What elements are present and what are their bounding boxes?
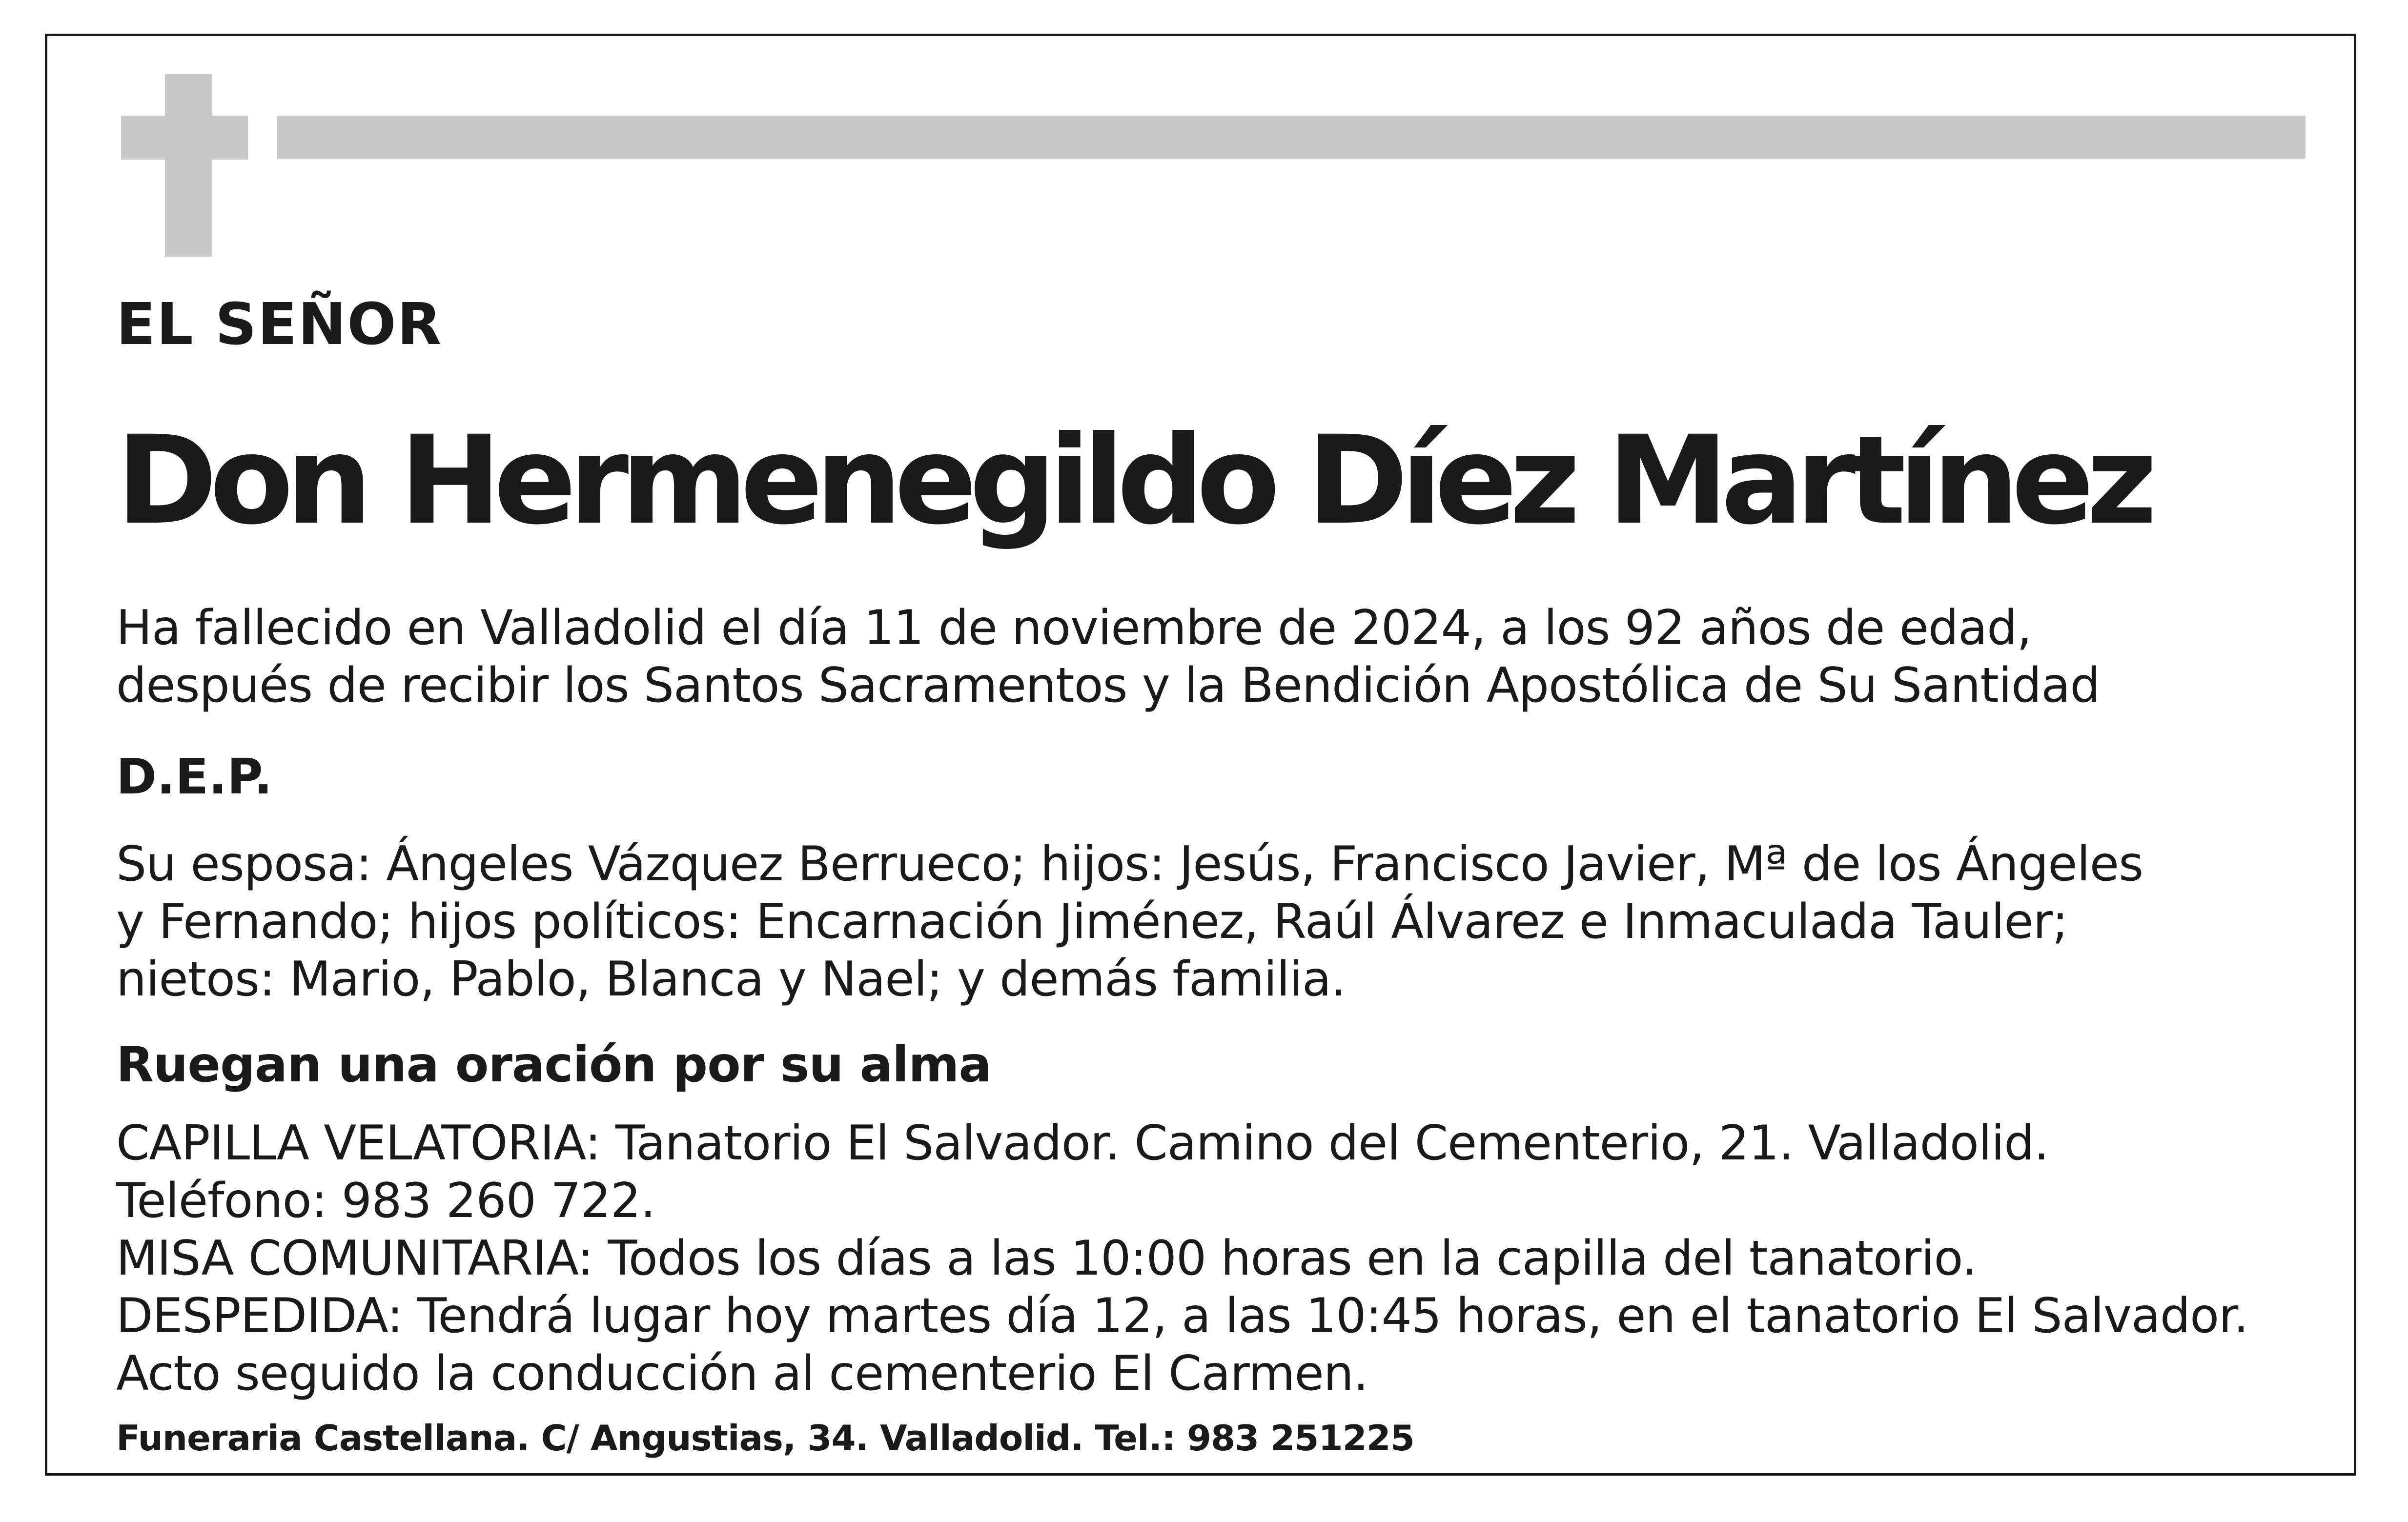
family-line: nietos: Mario, Pablo, Blanca y Nael; y demás familia. — [116, 952, 1346, 1007]
deceased-name: Don Hermenegildo Díez Martínez — [116, 409, 2150, 551]
prayer-request: Ruegan una oración por su alma — [116, 1036, 991, 1093]
announcement-line: después de recibir los Santos Sacramentos y la Bendición Apostólica de Su Santidad — [116, 658, 2100, 713]
cross-icon — [165, 74, 212, 257]
honorific-label: EL SEÑOR — [116, 290, 443, 358]
announcement-line: Ha fallecido en Valladolid el día 11 de noviembre de 2024, a los 92 años de edad, — [116, 600, 2032, 656]
service-line: MISA COMUNITARIA: Todos los días a las 10:00 horas en la capilla del tanatorio. — [116, 1231, 1977, 1286]
cross-icon-arm — [121, 116, 248, 160]
family-line: y Fernando; hijos políticos: Encarnación Jiménez, Raúl Álvarez e Inmaculada Tauler; — [116, 894, 2068, 950]
service-line: Acto seguido la conducción al cementerio El Carmen. — [116, 1346, 1368, 1401]
family-line: Su esposa: Ángeles Vázquez Berrueco; hijos: Jesús, Francisco Javier, Mª de los Ángeles — [116, 836, 2143, 892]
header-rule — [277, 116, 2306, 159]
service-details — [116, 1115, 2248, 1402]
service-line: CAPILLA VELATORIA: Tanatorio El Salvador. Camino del Cementerio, 21. Valladolid. — [116, 1116, 2049, 1171]
family-list — [116, 835, 2143, 1008]
service-line: Teléfono: 983 260 722. — [116, 1173, 655, 1229]
death-announcement — [116, 599, 2100, 714]
funeral-home-footer: Funeraria Castellana. C/ Angustias, 34. Valladolid. Tel.: 983 251225 — [116, 1418, 1414, 1459]
service-line: DESPEDIDA: Tendrá lugar hoy martes día 12, a las 10:45 horas, en el tanatorio El Salvador. — [116, 1288, 2248, 1344]
dep-label: D.E.P. — [116, 748, 273, 805]
